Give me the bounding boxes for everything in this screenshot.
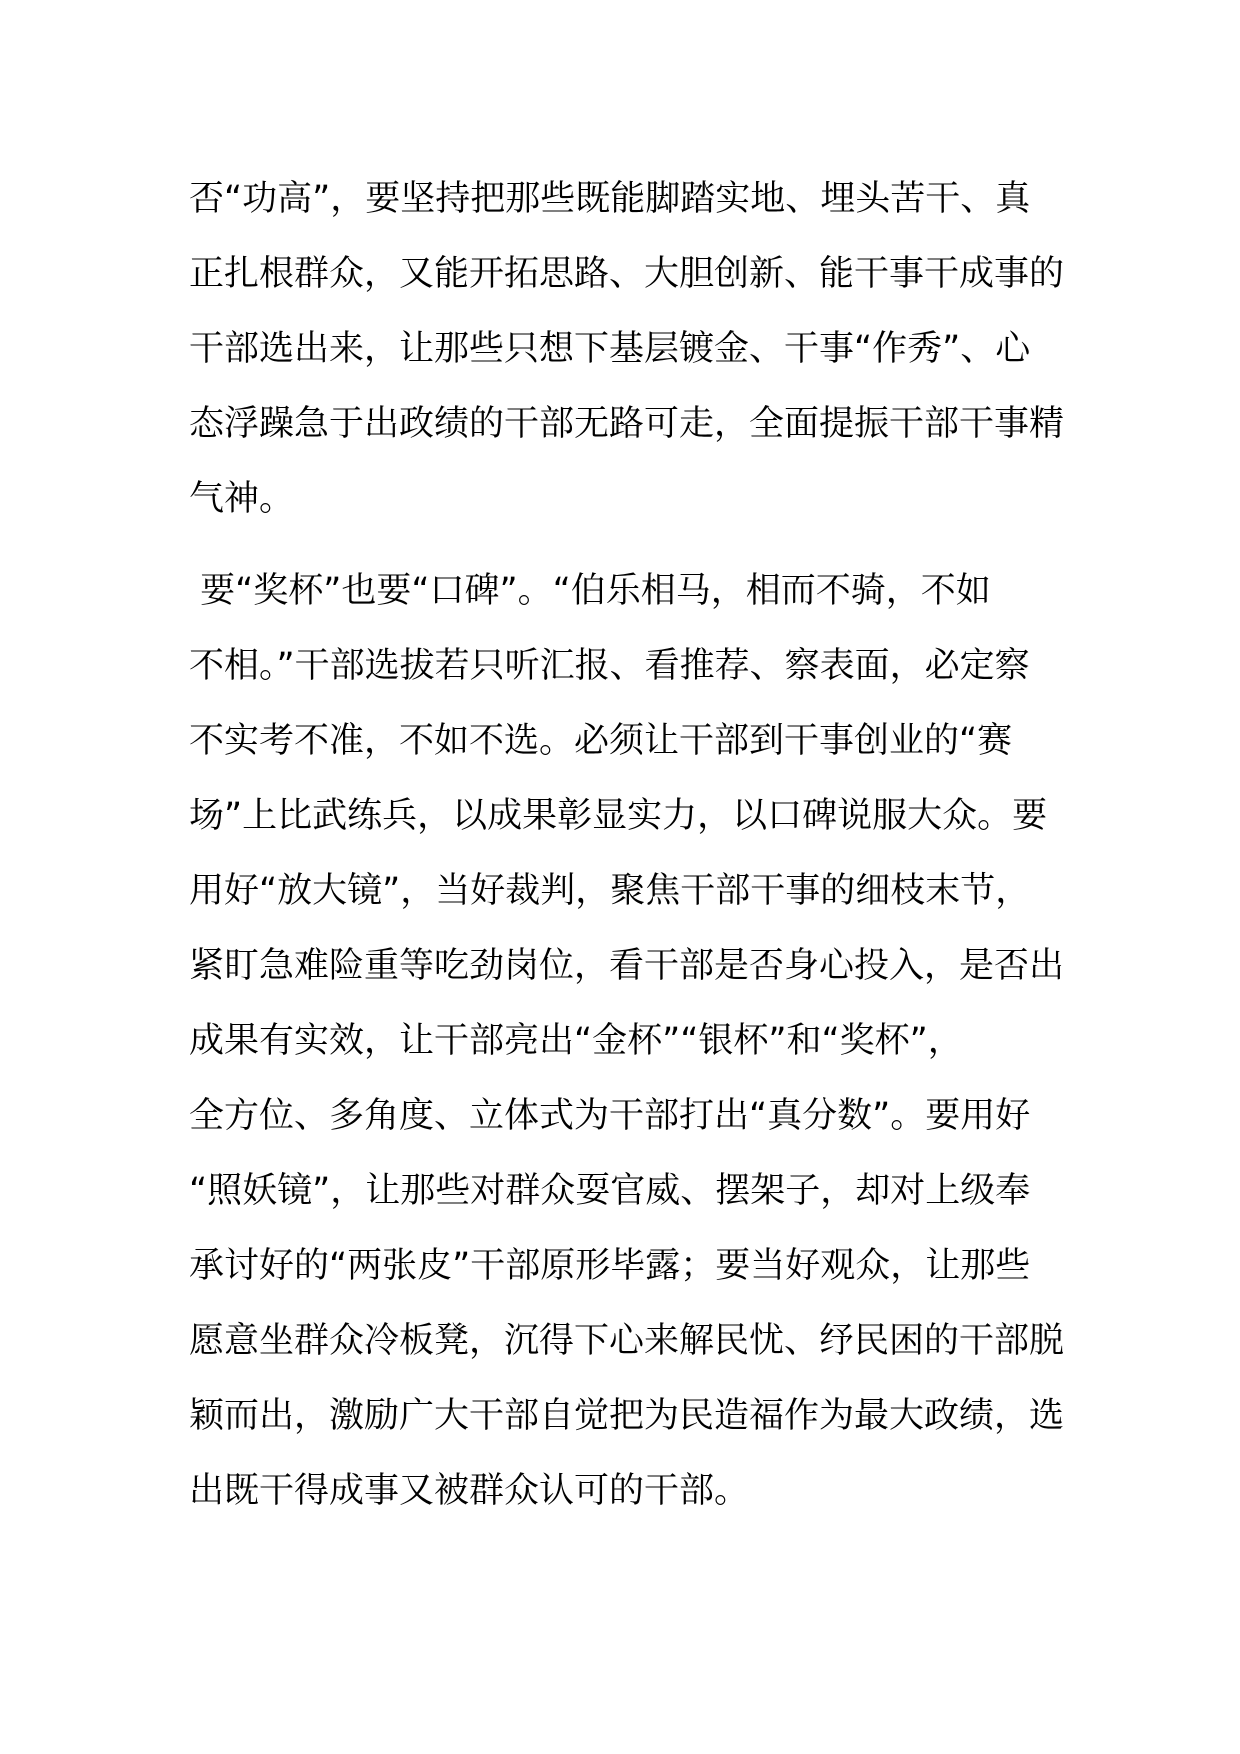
text-line: 成果有实效，让干部亮出“金杯”“银杯”和“奖杯”， [189, 1021, 963, 1061]
text-line: 干部选出来，让那些只想下基层镀金、干事“作秀”、心 [189, 329, 1031, 369]
text-line: “照妖镜”，让那些对群众耍官威、摆架子，却对上级奉 [189, 1171, 1031, 1211]
paragraph-2 [189, 554, 1069, 1529]
text-line: 态浮躁急于出政绩的干部无路可走，全面提振干部干事精 [189, 404, 1065, 444]
text-line: 用好“放大镜”，当好裁判，聚焦干部干事的细枝末节， [189, 871, 1031, 911]
text-line: 全方位、多角度、立体式为干部打出“真分数”。要用好 [189, 1096, 1031, 1136]
text-line: 气神。 [189, 479, 295, 519]
body-text [189, 162, 1069, 1529]
text-line: 正扎根群众，又能开拓思路、大胆创新、能干事干成事的 [189, 254, 1065, 294]
text-line: 要“奖杯”也要“口碑”。“伯乐相马，相而不骑，不如 [189, 571, 991, 611]
paragraph-1 [189, 162, 1069, 537]
text-line: 不相。”干部选拔若只听汇报、看推荐、察表面，必定察 [189, 646, 1030, 686]
text-line: 颖而出，激励广大干部自觉把为民造福作为最大政绩，选 [189, 1396, 1065, 1436]
text-line: 不实考不准，不如不选。必须让干部到干事创业的“赛 [189, 721, 1013, 761]
text-line: 愿意坐群众冷板凳，沉得下心来解民忧、纾民困的干部脱 [189, 1321, 1065, 1361]
text-line: 出既干得成事又被群众认可的干部。 [189, 1471, 750, 1511]
text-line: 否“功高”，要坚持把那些既能脚踏实地、埋头苦干、真 [189, 179, 1031, 219]
text-line: 场”上比武练兵，以成果彰显实力，以口碑说服大众。要 [189, 796, 1048, 836]
text-line: 承讨好的“两张皮”干部原形毕露；要当好观众，让那些 [189, 1246, 1031, 1286]
text-line: 紧盯急难险重等吃劲岗位，看干部是否身心投入，是否出 [189, 946, 1065, 986]
paragraph-spacer [189, 537, 1069, 554]
